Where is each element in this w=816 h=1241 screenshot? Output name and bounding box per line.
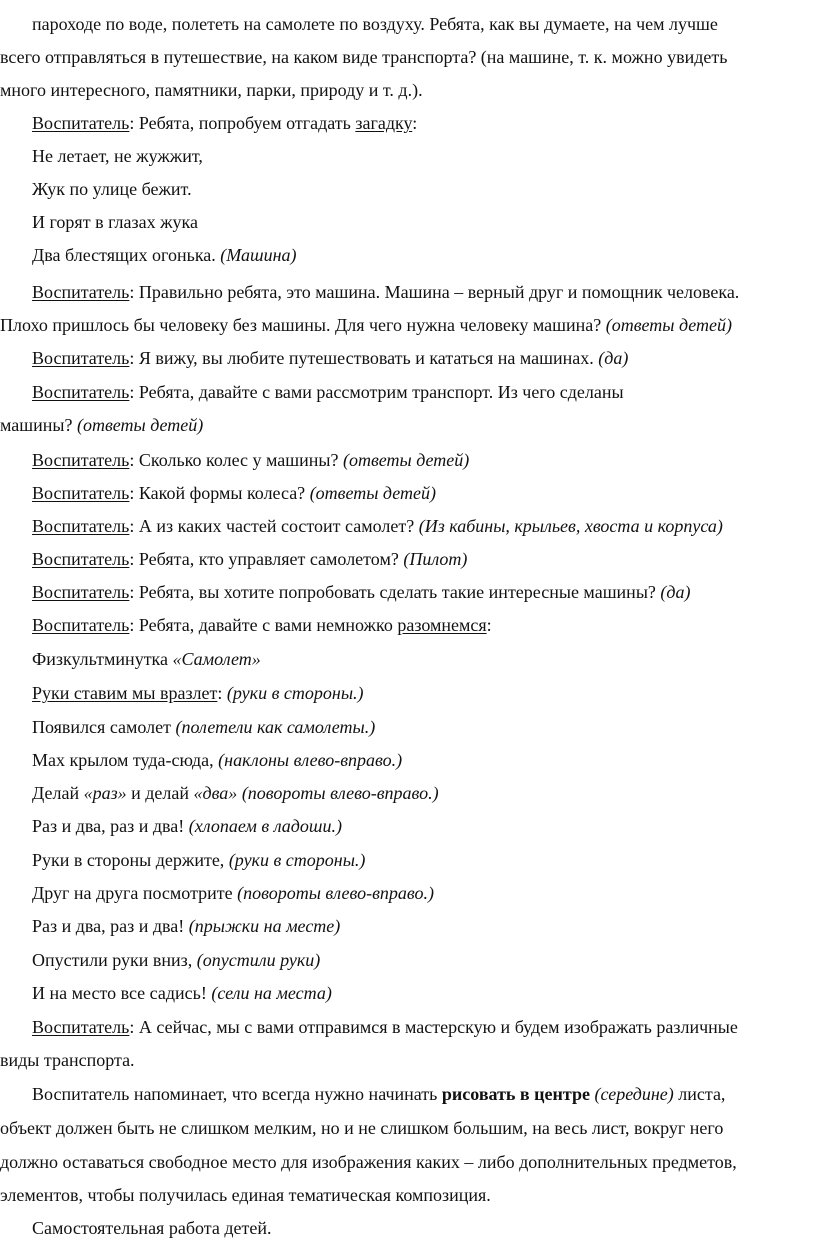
bold-phrase: рисовать в центре (441, 1084, 590, 1104)
underlined-term: загадку (355, 113, 413, 133)
text: И на место все садись! (32, 983, 212, 1003)
poem-line (32, 982, 332, 1004)
text: много интересного, памятники, парки, природу и т. д.). (0, 80, 423, 100)
text: Раз и два, раз и два! (32, 816, 189, 836)
text: и делай (126, 783, 194, 803)
text-line (32, 347, 628, 369)
italic-note: (середине) (594, 1084, 674, 1104)
text-line (32, 515, 723, 537)
riddle-line (32, 145, 203, 167)
poem-line (32, 849, 365, 871)
text-line (32, 1016, 738, 1038)
speaker-label: Воспитатель (32, 113, 130, 133)
text-line (0, 79, 423, 101)
speaker-label: Воспитатель (32, 615, 130, 635)
poem-line (32, 716, 375, 738)
text: : Правильно ребята, это машина. Машина – верный друг и помощник человека. (129, 282, 740, 302)
text: всего отправляться в путешествие, на каком виде транспорта? (на машине, т. к. можно увидеть (0, 47, 728, 67)
quoted-word: «два» (193, 783, 238, 803)
poem-line (32, 882, 434, 904)
answer-note: (ответы детей) (605, 315, 733, 335)
text-line (32, 449, 469, 471)
text: : Ребята, давайте с вами рассмотрим транспорт. Из чего сделаны (129, 382, 624, 402)
text: : (217, 683, 227, 703)
text: Физкультминутка (32, 649, 173, 669)
text-line (32, 1083, 725, 1105)
text: : Какой формы колеса? (129, 483, 310, 503)
text: : Ребята, давайте с вами немножко (129, 615, 398, 635)
text-line (32, 13, 718, 35)
action-note: (повороты влево-вправо.) (241, 783, 439, 803)
text: : (412, 113, 418, 133)
text-line (0, 1151, 737, 1173)
answer-note: (ответы детей) (309, 483, 436, 503)
text-line (32, 548, 467, 570)
action-note: (прыжки на месте) (188, 916, 341, 936)
text: листа, (673, 1084, 726, 1104)
text-line (0, 414, 203, 436)
action-note: (сели на места) (211, 983, 332, 1003)
action-note: (наклоны влево-вправо.) (218, 750, 403, 770)
poem-line (32, 815, 342, 837)
speaker-label: Воспитатель (32, 549, 130, 569)
answer-note: (Из кабины, крыльев, хвоста и корпуса) (418, 516, 723, 536)
text: Два блестящих огонька. (32, 245, 221, 265)
text: элементов, чтобы получилась единая тематическая композиция. (0, 1185, 491, 1205)
text: Друг на друга посмотрите (32, 883, 238, 903)
speaker-label: Воспитатель (32, 516, 130, 536)
action-note: (полетели как самолеты.) (175, 717, 376, 737)
text-line (32, 1217, 271, 1239)
text: Появился самолет (32, 717, 176, 737)
answer-note: (ответы детей) (342, 450, 470, 470)
speaker-label: Воспитатель (32, 483, 130, 503)
poem-line (32, 782, 439, 804)
text: Раз и два, раз и два! (32, 916, 189, 936)
text: объект должен быть не слишком мелким, но и не слишком большим, на весь лист, вокруг него (0, 1118, 724, 1138)
text: И горят в глазах жука (32, 212, 199, 232)
action-note: (повороты влево-вправо.) (237, 883, 434, 903)
text-line (32, 281, 739, 303)
speaker-label: Воспитатель (32, 582, 130, 602)
riddle-line (32, 244, 297, 266)
action-note: (руки в стороны.) (228, 850, 366, 870)
text: : Сколько колес у машины? (129, 450, 343, 470)
answer-note: (Пилот) (403, 549, 468, 569)
text: Опустили руки вниз, (32, 950, 197, 970)
text: Жук по улице бежит. (32, 179, 192, 199)
text: должно оставаться свободное место для изображения каких – либо дополнительных предметов, (0, 1152, 737, 1172)
poem-line (32, 915, 340, 937)
riddle-line (32, 178, 192, 200)
poem-line (32, 682, 364, 704)
answer-note: (ответы детей) (76, 415, 204, 435)
text: : Ребята, попробуем отгадать (129, 113, 356, 133)
action-note: (хлопаем в ладоши.) (188, 816, 342, 836)
text: машины? (0, 415, 77, 435)
text: Делай (32, 783, 84, 803)
poem-line (32, 949, 320, 971)
text-line (32, 381, 624, 403)
text: : Ребята, вы хотите попробовать сделать такие интересные машины? (129, 582, 661, 602)
answer-note: (да) (598, 348, 629, 368)
text: Плохо пришлось бы человеку без машины. Для чего нужна человеку машина? (0, 315, 606, 335)
text-line (0, 1184, 491, 1206)
text-line (0, 46, 727, 68)
text: : А из каких частей состоит самолет? (129, 516, 419, 536)
answer-note: (да) (660, 582, 691, 602)
poem-line (32, 749, 402, 771)
riddle-line (32, 211, 198, 233)
text-line (0, 1049, 135, 1071)
speaker-label: Воспитатель (32, 282, 130, 302)
text-line (32, 112, 417, 134)
text: : Я вижу, вы любите путешествовать и кататься на машинах. (129, 348, 599, 368)
speaker-label: Воспитатель (32, 348, 130, 368)
text: Руки в стороны держите, (32, 850, 229, 870)
speaker-label: Воспитатель (32, 1017, 130, 1037)
underlined-phrase: Руки ставим мы вразлет (32, 683, 218, 703)
text-line (32, 581, 691, 603)
text-line (32, 614, 492, 636)
text: виды транспорта. (0, 1050, 135, 1070)
text-line (0, 314, 732, 336)
text: Не летает, не жужжит, (32, 146, 203, 166)
text-line (0, 1117, 723, 1139)
text: : Ребята, кто управляет самолетом? (129, 549, 404, 569)
heading-line (32, 648, 261, 670)
speaker-label: Воспитатель (32, 450, 130, 470)
text: : А сейчас, мы с вами отправимся в мастерскую и будем изображать различные (129, 1017, 738, 1037)
text: Мах крылом туда-сюда, (32, 750, 219, 770)
action-note: (опустили руки) (196, 950, 321, 970)
answer-note: (Машина) (220, 245, 297, 265)
text: пароходе по воде, полететь на самолете по воздуху. Ребята, как вы думаете, на чем лучше (32, 14, 718, 34)
text: Самостоятельная работа детей. (32, 1218, 272, 1238)
action-note: (руки в стороны.) (226, 683, 364, 703)
speaker-label: Воспитатель (32, 382, 130, 402)
underlined-term: разомнемся (397, 615, 487, 635)
exercise-title: «Самолет» (172, 649, 261, 669)
quoted-word: «раз» (83, 783, 127, 803)
text: : (486, 615, 492, 635)
text-line (32, 482, 436, 504)
text: Воспитатель напоминает, что всегда нужно начинать (32, 1084, 442, 1104)
